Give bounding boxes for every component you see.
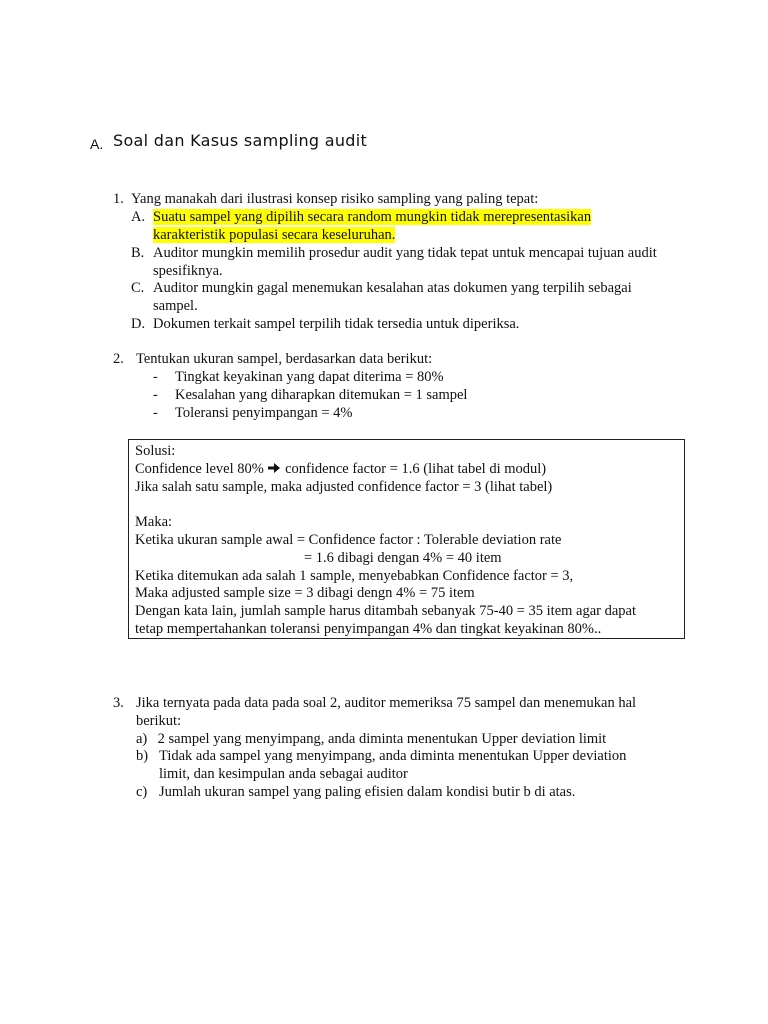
q3-sub-b-letter: b) [136,748,149,764]
section-marker: A. [90,136,104,152]
solution-line-calc: = 1.6 dibagi dengan 4% = 40 item [304,550,502,566]
q3-sub-c-line1: Jumlah ukuran sampel yang paling efisien dalam kondisi butir b di atas. [159,784,576,800]
bullet-dash-icon: - [153,387,158,403]
q2-text: Tentukan ukuran sampel, berdasarkan data berikut: [136,351,433,367]
q2-bullet-1: Tingkat keyakinan yang dapat diterima = 80% [175,369,444,385]
q1-option-c-letter: C. [131,280,145,296]
solution-line-adjusted-size: Maka adjusted sample size = 3 dibagi dengn 4% = 75 item [135,585,475,601]
section-title: Soal dan Kasus sampling audit [113,131,368,150]
solution-line-confidence: Confidence level 80% confidence factor = 1.6 (lihat tabel di modul) [135,461,547,477]
solution-line-adjusted: Jika salah satu sample, maka adjusted confidence factor = 3 (lihat tabel) [135,479,553,495]
q3-line1: Jika ternyata pada data pada soal 2, auditor memeriksa 75 sampel dan menemukan hal [136,695,637,711]
solution-line-ukuran: Ketika ukuran sample awal = Confidence factor : Tolerable deviation rate [135,532,562,548]
bullet-dash-icon: - [153,369,158,385]
solution-line-conclusion-1: Dengan kata lain, jumlah sample harus ditambah sebanyak 75-40 = 35 item agar dapat [135,603,637,619]
q3-sub-b-line1: Tidak ada sampel yang menyimpang, anda diminta menentukan Upper deviation [159,748,627,764]
q1-option-a-line1: Suatu sampel yang dipilih secara random mungkin tidak merepresentasikan [153,209,592,225]
q2-bullet-3: Toleransi penyimpangan = 4% [175,405,353,421]
q3-line2: berikut: [136,713,182,729]
bullet-dash-icon: - [153,405,158,421]
q1-option-d-letter: D. [131,316,146,332]
q3-sub-c-letter: c) [136,784,148,800]
q3-number: 3. [113,695,124,711]
q1-text: Yang manakah dari ilustrasi konsep risiko sampling yang paling tepat: [131,191,539,207]
q3-sub-a-letter: a) [136,731,148,747]
q3-sub-b-line2: limit, dan kesimpulan anda sebagai auditor [159,766,408,782]
q1-option-d-line1: Dokumen terkait sampel terpilih tidak tersedia untuk diperiksa. [153,316,520,332]
q2-number: 2. [113,351,124,367]
solution-line-maka: Maka: [135,514,173,530]
q1-option-a-letter: A. [131,209,146,225]
solution-line-ditemukan: Ketika ditemukan ada salah 1 sample, menyebabkan Confidence factor = 3, [135,568,574,584]
q1-number: 1. [113,191,124,207]
solution-line-conclusion-2: tetap mempertahankan toleransi penyimpangan 4% dan tingkat keyakinan 80%.. [135,621,602,637]
q3-sub-a-line1: 2 sampel yang menyimpang, anda diminta menentukan Upper deviation limit [154,731,607,747]
q1-option-b-line1: Auditor mungkin memilih prosedur audit yang tidak tepat untuk mencapai tujuan audit [153,245,657,261]
q1-option-c-line2: sampel. [153,298,198,314]
q1-option-b-line2: spesifiknya. [153,263,223,279]
q1-option-b-letter: B. [131,245,145,261]
q2-bullet-2: Kesalahan yang diharapkan ditemukan = 1 sampel [175,387,468,403]
solution-label: Solusi: [135,443,176,459]
arrow-right-icon [267,462,281,474]
q1-option-a-line2: karakteristik populasi secara keseluruhan. [153,227,396,243]
q1-option-c-line1: Auditor mungkin gagal menemukan kesalahan atas dokumen yang terpilih sebagai [153,280,632,296]
